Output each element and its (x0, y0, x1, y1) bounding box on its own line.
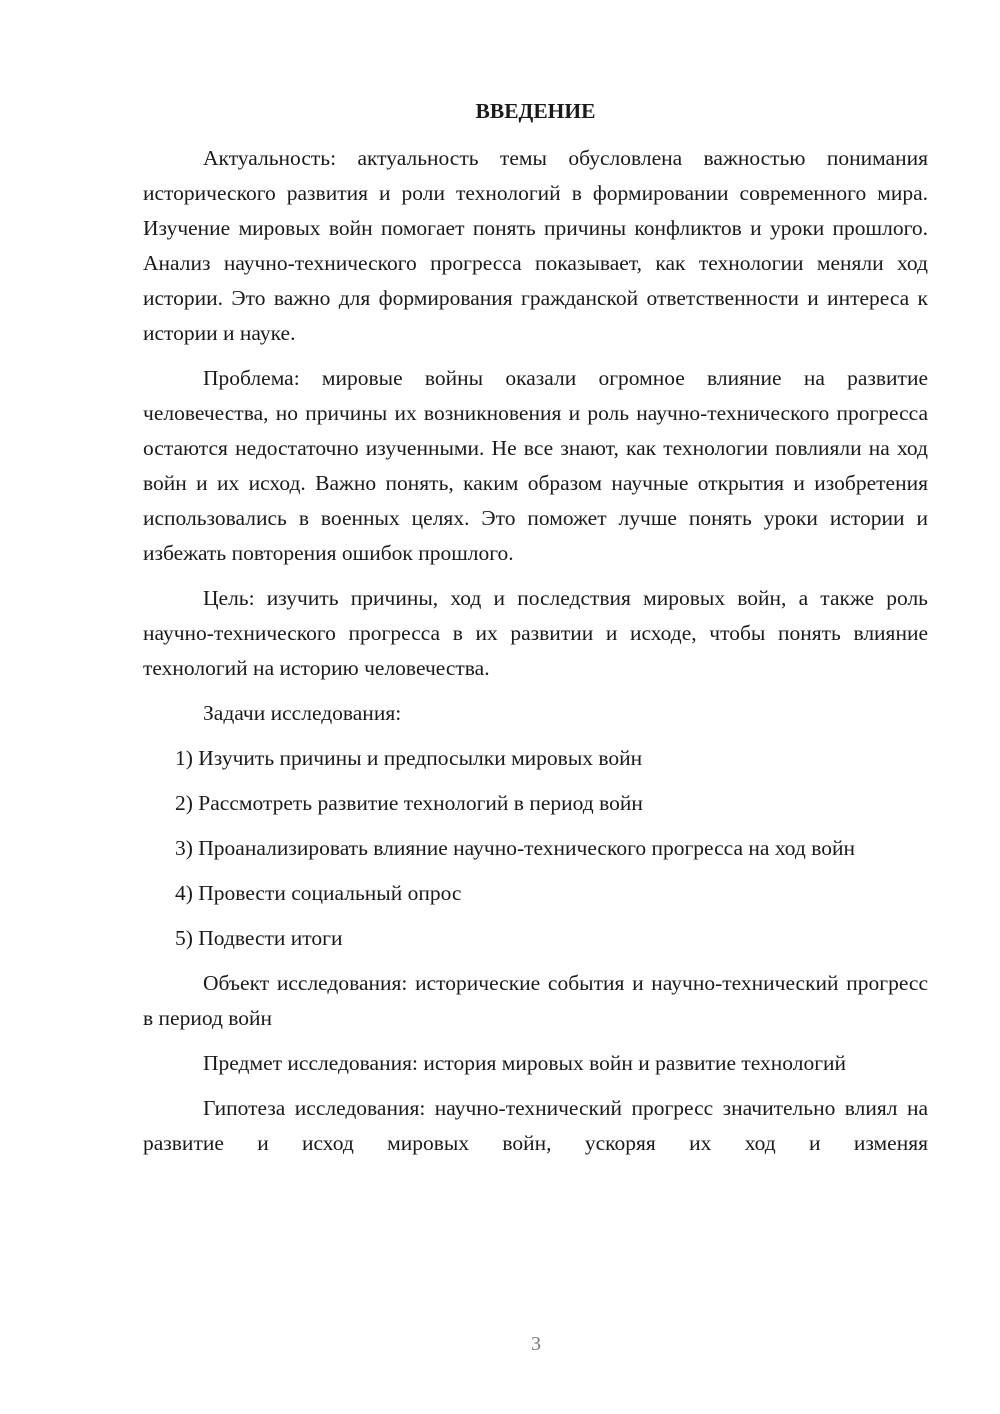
subject-paragraph: Предмет исследования: история мировых войн и развитие технологий (203, 1051, 847, 1075)
document-body (143, 96, 928, 1161)
section-heading: ВВЕДЕНИЕ (475, 99, 596, 123)
task-item: 2) Рассмотреть развитие технологий в период войн (175, 791, 643, 815)
page-number: 3 (531, 1333, 541, 1355)
goal-paragraph: Цель: изучить причины, ход и последствия мировых войн, а также роль научно-технического прогресса в их развитии и исходе, чтобы понять влияние технологий на историю человечества. (143, 586, 928, 680)
task-item: 5) Подвести итоги (175, 926, 343, 950)
object-paragraph: Объект исследования: исторические события и научно-технический прогресс в период войн (143, 971, 928, 1030)
hypothesis-paragraph: Гипотеза исследования: научно-технический прогресс значительно влиял на развитие и исход мировых войн, ускоряя их ход и изменяя (143, 1096, 928, 1155)
relevance-paragraph: Актуальность: актуальность темы обусловлена важностью понимания исторического развития и роли технологий в формировании современного мира. Изучение мировых войн помогает понять причины конфликтов и уроки прошлого. Анализ научно-технического прогресса показывает, как технологии меняли ход истории. Это важно для формирования гражданской ответственности и интереса к истории и науке. (143, 146, 928, 345)
tasks-label: Задачи исследования: (203, 701, 402, 725)
problem-paragraph: Проблема: мировые войны оказали огромное влияние на развитие человечества, но причины их возникновения и роль научно-технического прогресса остаются недостаточно изученными. Не все знают, как технологии повлияли на ход войн и их исход. Важно понять, каким образом научные открытия и изобретения использовались в военных целях. Это поможет лучше понять уроки истории и избежать повторения ошибок прошлого. (143, 366, 928, 565)
task-item: 4) Провести социальный опрос (175, 881, 462, 905)
task-item: 1) Изучить причины и предпосылки мировых войн (175, 746, 643, 770)
task-item: 3) Проанализировать влияние научно-технического прогресса на ход войн (175, 836, 855, 860)
